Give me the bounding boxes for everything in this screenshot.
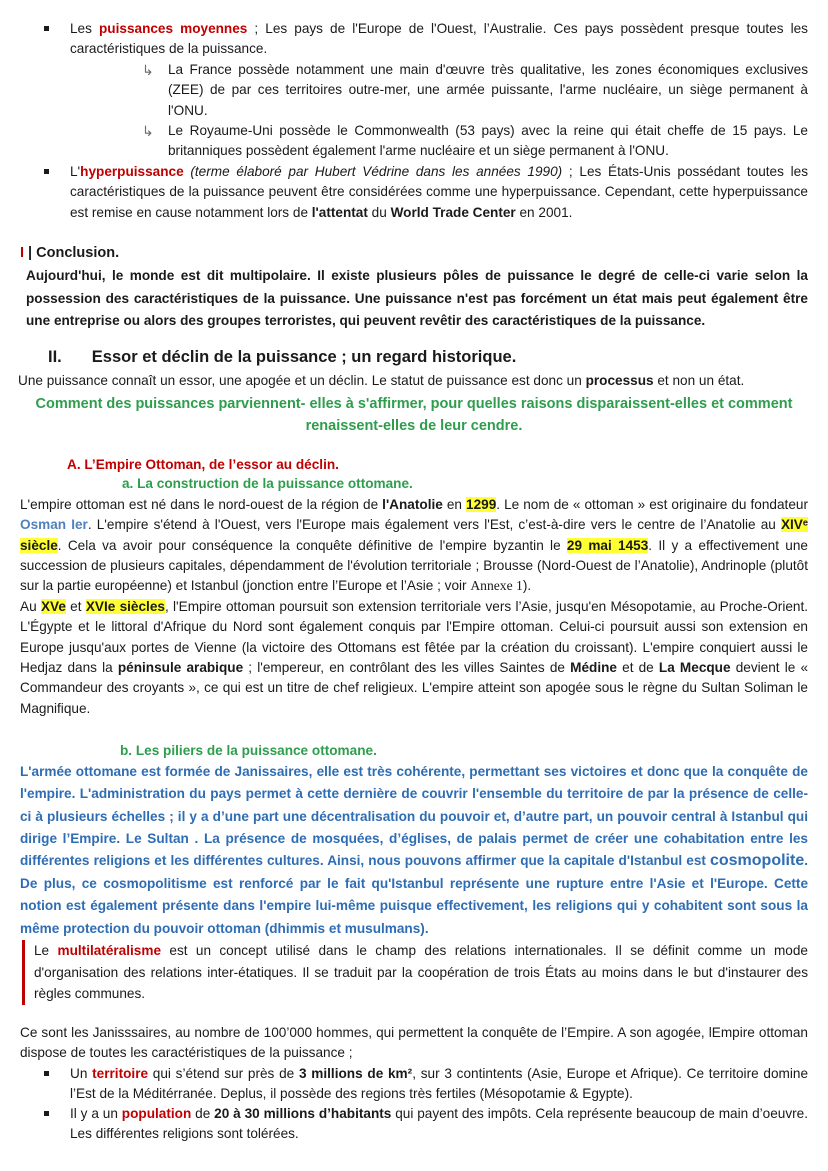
text: ; l'empereur, en contrôlant des les villes Saintes de: [243, 660, 571, 676]
text: |: [24, 245, 37, 261]
janissaires-paragraph: Ce sont les Janisssaires, au nombre de 100’000 hommes, qui permettent la conquête de l’Empire. A son agogée, lEmpire ottoman dispose de toutes les caractéristiques de la puissance ;: [20, 1025, 808, 1060]
section-2-question: Comment des puissances parviennent- elles à s'affirmer, pour quelles raisons disparaissent-elles et comment renaissent-elles de leur cendre.: [35, 396, 793, 435]
bullet-square-icon: [44, 26, 49, 31]
text: L'empire ottoman est né dans le nord-ouest de la région de: [20, 496, 383, 512]
part-a-title: A. L’Empire Ottoman, de l’essor au déclin.: [67, 457, 339, 472]
bullet-square-icon: [44, 169, 49, 174]
section-2: [20, 345, 808, 437]
text: processus: [585, 373, 654, 388]
conclusion-section: [20, 243, 808, 333]
text: ; Les pays de l'Europe de l'Ouest, l’Australie. Ces pays possèdent presque toutes les caractéristiques de la puissance.: [70, 21, 808, 57]
text: Au: [20, 598, 41, 614]
text: qui payent des impôts. Cela représente beaucoup de main d’oeuvre. Les différentes religions sont tolérées.: [70, 1106, 808, 1141]
name-osman: Osman Ier: [20, 517, 88, 533]
janissaires-paragraph-wrap: [20, 1023, 808, 1063]
text: du: [367, 204, 391, 220]
subsection-a-title: a. La construction de la puissance ottomane.: [122, 476, 413, 492]
text: II.: [48, 348, 62, 366]
text: La Mecque: [658, 660, 731, 676]
paragraph-pillars: [20, 761, 808, 940]
bullet-territory: [0, 1064, 828, 1104]
highlight-date: XVe: [40, 598, 66, 614]
term-territory: territoire: [92, 1066, 149, 1081]
text: 20 à 30 millions d’habitants: [214, 1106, 392, 1121]
subsection-b-title: b. Les piliers de la puissance ottomane.: [120, 743, 377, 759]
part-a: [20, 455, 808, 940]
highlight-date: 1299: [466, 496, 497, 512]
section-2-intro: [18, 371, 808, 391]
highlight-date: XIVᵉ siècle: [20, 517, 808, 553]
text: La France possède notamment une main d'œuvre très qualitative, les zones économiques exclusives (ZEE) de par ces territoires outre-mer, une armée puissante, l'arme nucléaire, un siège permanent à l'ONU.: [168, 61, 808, 118]
text: , sur 3 contintents (Asie, Europe et Afrique). Ce territoire domine l’Est de la Méditérranée. Deplus, il possède des regions très fertiles (Mésopotamie & Egypte).: [70, 1066, 809, 1101]
term-multilateralism: multilatéralisme: [57, 943, 162, 958]
sub-item-uk: [0, 121, 828, 162]
text: ).: [522, 578, 532, 594]
text: World Trade Center: [390, 204, 516, 220]
text: . Il y a effectivement une succession de plusieurs capitales, dépendamment de l'évolution territoriale ; Brousse (Nord-Ouest de l’Anatolie), Andrinople (plutôt sur la partie européenne) et Istanbul (jonction entre l’Europe et l’Asie ; voir: [20, 537, 808, 594]
power-types-section: [0, 19, 828, 223]
text: Le Royaume-Uni possède le Commonwealth (53 pays) avec la reine qui était cheffe de 15 pays. Le britanniques possèdent également l'arme nucléaire et un siège permanent à l'ONU.: [168, 123, 808, 159]
text: Un: [70, 1066, 93, 1081]
conclusion-heading: [20, 243, 808, 263]
annexe-reference: Annexe 1: [470, 578, 523, 594]
text: en 2001.: [515, 204, 573, 220]
text: Médine: [570, 660, 617, 676]
definition-text: [34, 940, 808, 1005]
text: I: [20, 245, 25, 261]
term-middle-powers: puissances moyennes: [99, 21, 248, 36]
text: L'armée ottomane est formée de Janissaires, elle est très cohérente, permettant ses victoires et donc que la conquête de l'empire. L'administration du pays permet à cette dernière de couvrir l'ensemble du territoire de par la présence de celle-ci à plusieurs échelles ; il y a d’une part une décentralisation du pouvoir et, d’autre part, un pouvoir central à Istanbul qui dirige l’Empire. Le Sultan . La présence de mosquées, d’églises, de palais permet de créer une cohabitation entre les différentes religions et les différentes cultures. Ainsi, nous pouvons affirmer que la capitale d'Istanbul est: [20, 763, 808, 869]
text: l'Anatolie: [382, 496, 443, 512]
text: 3 millions de km²: [298, 1066, 413, 1081]
text: qui s’étend sur près de: [148, 1066, 299, 1081]
empire-characteristics: [0, 1064, 828, 1144]
paragraph-construction: [20, 495, 808, 597]
term-cosmopolite: cosmopolite: [709, 852, 805, 870]
bullet-population: [0, 1104, 828, 1144]
sub-item-france: [0, 60, 828, 121]
term-hyperpower: hyperpuissance: [80, 163, 184, 179]
text: Conclusion.: [36, 245, 120, 261]
paragraph-extension: [20, 597, 808, 719]
text: Une puissance connaît un essor, une apogée et un déclin. Le statut de puissance est donc un: [18, 373, 586, 388]
text: et: [65, 598, 86, 614]
text: l'attentat: [311, 204, 368, 220]
text: de: [191, 1106, 215, 1121]
text: est un concept utilisé dans le champ des relations internationales. Il se définit comme un mode d'organisation des relations inter-étatiques. Il se traduit par la coopération de trois États au moins dans le but d'instaurer des règles communes.: [34, 943, 808, 1001]
bullet-square-icon: [44, 1111, 49, 1116]
text: L': [70, 163, 81, 179]
section-2-title: [20, 345, 808, 369]
text: devient le « Commandeur des croyants », ce qui est un titre de chef religieux. L'empire atteint son apogée sous le règne du Sultan Soliman le Magnifique.: [20, 660, 809, 716]
highlight-date: 29 mai 1453: [566, 537, 649, 553]
term-population: population: [121, 1106, 192, 1121]
text: et de: [616, 660, 659, 676]
bullet-hyperpower: [0, 162, 828, 223]
text: . De plus, ce cosmopolitisme est renforcé par le fait qu'Istanbul représente une rupture entre l'Asie et l'Europe. Cette notion est également présente dans l'empire lui-même puisque effectivement, les religions qui y cohabitent sont sous la même protection du pouvoir ottoman (dhimmis et musulmans).: [20, 853, 808, 936]
text: Les: [70, 21, 99, 36]
text: (terme élaboré par Hubert Védrine dans les années 1990): [183, 163, 563, 179]
definition-callout: [22, 940, 808, 1005]
text: Il y a un: [70, 1106, 122, 1121]
bullet-middle-powers: [0, 19, 828, 60]
bullet-square-icon: [44, 1071, 49, 1076]
conclusion-text: Aujourd'hui, le monde est dit multipolaire. Il existe plusieurs pôles de puissance le degré de celle-ci varie selon la possession des caractéristiques de la puissance. Une puissance n'est pas forcément un état mais peut également être une entreprise ou alors des groupes terroristes, qui peuvent revêtir des caractéristiques de la puissance.: [26, 268, 808, 329]
text: et non un état.: [653, 373, 745, 388]
text: . Le nom de « ottoman » est originaire du fondateur: [496, 496, 808, 512]
text: . L'empire s'étend à l'Ouest, vers l'Europe mais également vers l'Est, c’est-à-dire vers le centre de l’Anatolie au: [87, 517, 781, 533]
arrow-right-icon: ↳: [142, 61, 154, 78]
text: . Cela va avoir pour conséquence la conquête définitive de l'empire byzantin le: [57, 537, 567, 553]
text: Essor et déclin de la puissance ; un regard historique.: [91, 348, 517, 366]
text: en: [442, 496, 467, 512]
arrow-right-icon: ↳: [142, 123, 154, 140]
text: Le: [34, 943, 58, 958]
highlight-date: XVIe siècles: [85, 598, 165, 614]
text: , l'Empire ottoman poursuit son extension territoriale vers l’Asie, jusqu'en Mésopotamie, au Proche-Orient. L'Égypte et le littoral d'Afrique du Nord sont également conquis par l'Empire ottoman. Celui-ci poursuit aussi son extension en Europe jusqu'aux portes de Vienne (la victoire des Ottomans est fêtée par la création du croissant). L'empire conquiert aussi le Hedjaz dans la: [20, 598, 809, 676]
text: péninsule arabique: [117, 660, 244, 676]
text: ; Les États-Unis possédant toutes les caractéristiques de la puissance peuvent être considérées comme une hyperpuissance. Cependant, cette hyperpuissance est remise en cause notamment lors de: [70, 163, 808, 220]
